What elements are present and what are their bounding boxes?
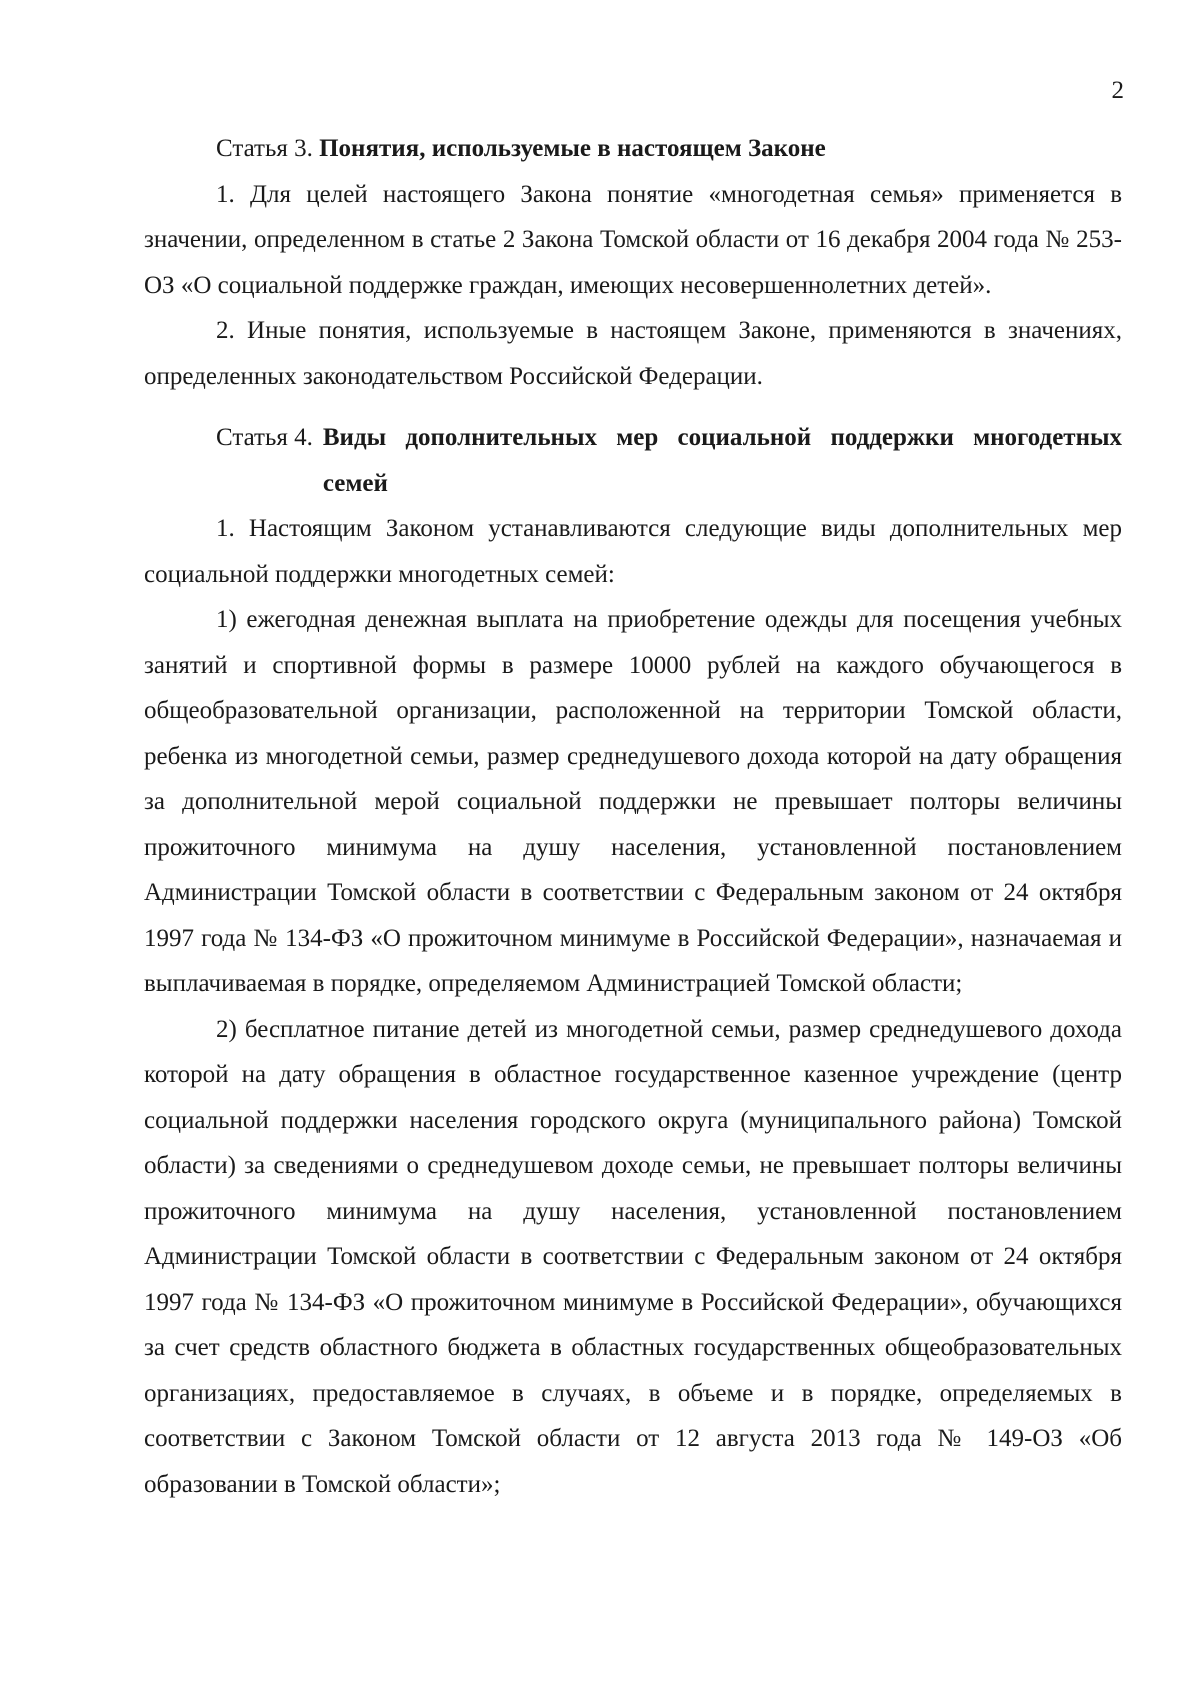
article-4-item-2: 2) бесплатное питание детей из многодетной семьи, размер среднедушевого дохода которой на дату обращения в областное государственное казенное учреждение (центр социальной поддержки населения городского округа (муниципального района) Томской области) за сведениями о среднедушевом доходе семьи, не превышает полторы величины прожиточного минимума на душу населения, установленной постановлением Администрации Томской области в соответствии с Федеральным законом от 24 октября 1997 года № 134-ФЗ «О прожиточном минимуме в Российской Федерации», обучающихся за счет средств областного бюджета в областных государственных общеобразовательных организациях, предоставляемое в случаях, в объеме и в порядке, определяемых в соответствии с Законом Томской области от 12 августа 2013 года № 149-ОЗ «Об образовании в Томской области»;: [144, 1015, 1122, 1498]
article-3-paragraph-1: 1. Для целей настоящего Закона понятие «многодетная семья» применяется в значении, определенном в статье 2 Закона Томской области от 16 декабря 2004 года № 253-ОЗ «О социальной поддержке граждан, имеющих несовершеннолетних детей».: [144, 180, 1122, 299]
article-4-item-1: 1) ежегодная денежная выплата на приобретение одежды для посещения учебных занятий и спортивной формы в размере 10000 рублей на каждого обучающегося в общеобразовательной организации, расположенной на территории Томской области, ребенка из многодетной семьи, размер среднедушевого дохода которой на дату обращения за дополнительной мерой социальной поддержки не превышает полторы величины прожиточного минимума на душу населения, установленной постановлением Администрации Томской области в соответствии с Федеральным законом от 24 октября 1997 года № 134-ФЗ «О прожиточном минимуме в Российской Федерации», назначаемая и выплачиваемая в порядке, определяемом Администрацией Томской области;: [144, 606, 1122, 997]
section-gap: [144, 399, 1122, 415]
article-3-heading: [216, 126, 1122, 172]
article-4-heading: [216, 415, 1122, 506]
article-3-paragraph-2: 2. Иные понятия, используемые в настоящем Законе, применяются в значениях, определенных законодательством Российской Федерации.: [144, 317, 1122, 390]
article-4-label: Статья 4.: [216, 424, 313, 451]
article-4-paragraph-1: 1. Настоящим Законом устанавливаются следующие виды дополнительных мер социальной поддержки многодетных семей:: [144, 515, 1122, 588]
article-3-label: Статья 3.: [216, 135, 313, 162]
article-3-title: Понятия, используемые в настоящем Законе: [319, 135, 826, 162]
article-4-title: Виды дополнительных мер социальной поддержки многодетных семей: [322, 424, 1122, 497]
page-number: 2: [1111, 77, 1124, 104]
document-body: [144, 126, 1122, 1507]
